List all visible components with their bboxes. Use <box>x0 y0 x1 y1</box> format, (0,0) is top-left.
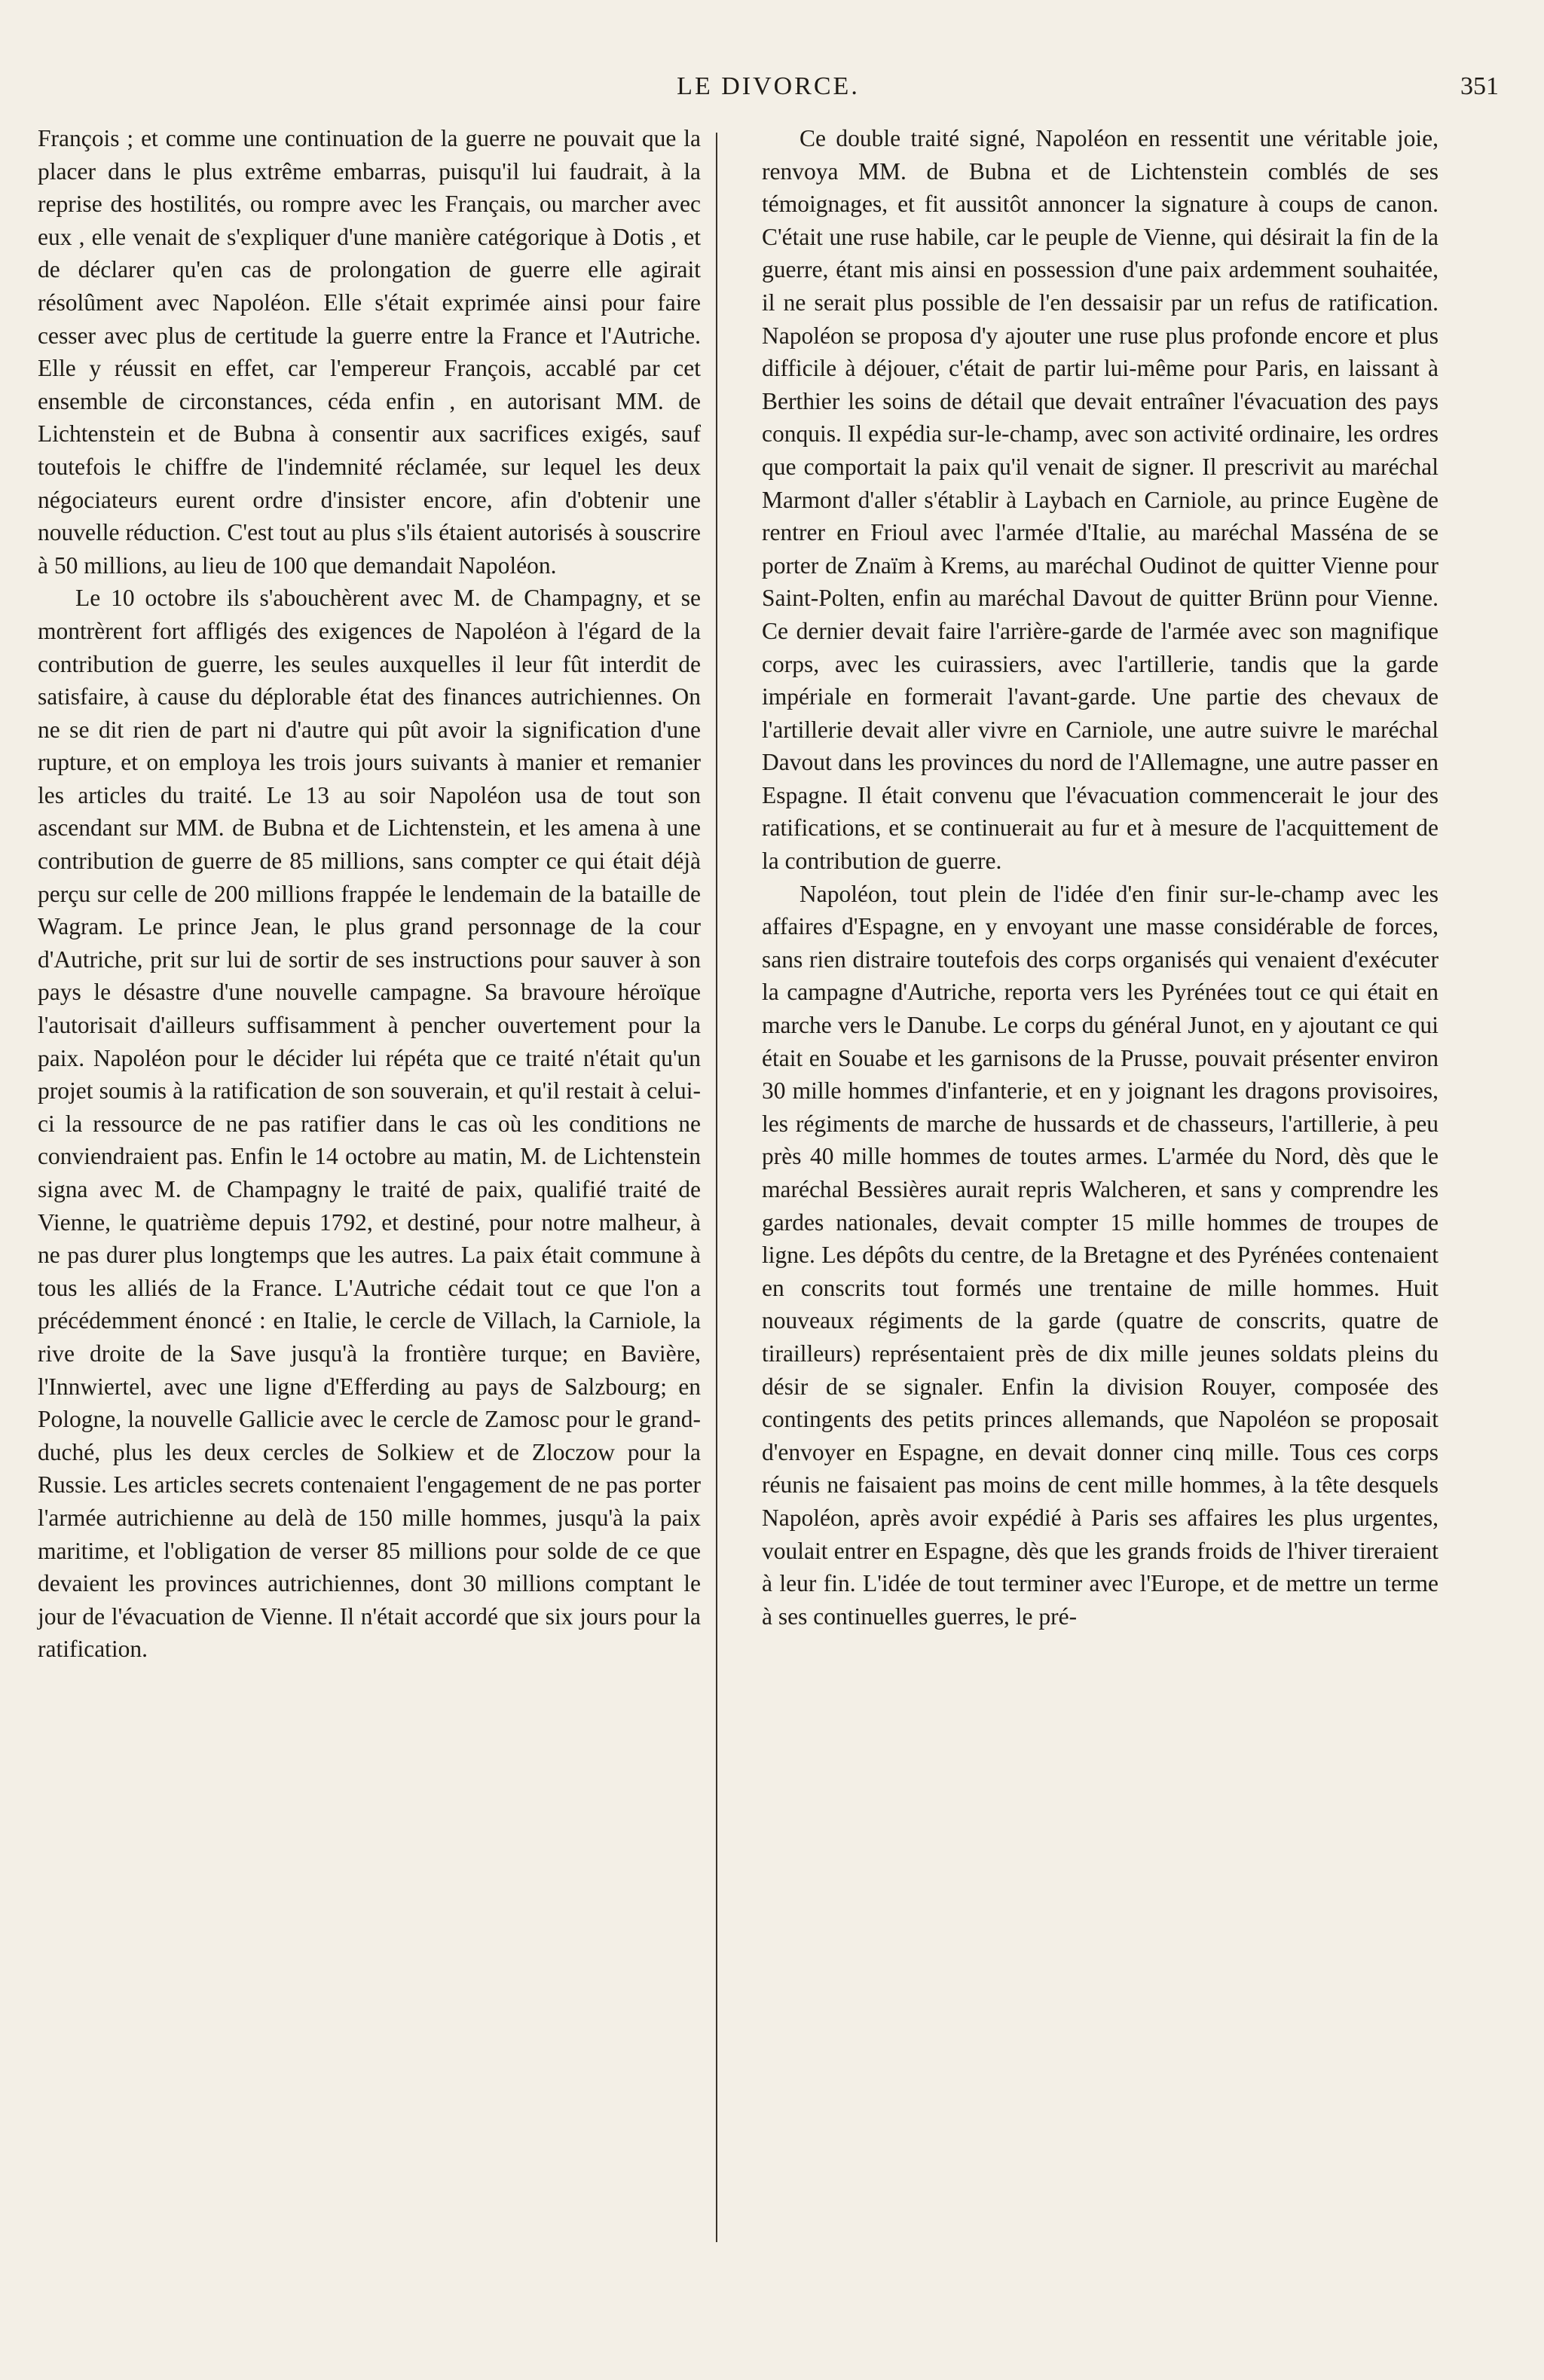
paragraph: Ce double traité signé, Napoléon en ressentit une véritable joie, renvoya MM. de Bubna et de Lichtenstein comblés de ses témoignages, et fit aussitôt annoncer la signature à coups de canon. C'était une ruse habile, car le peuple de Vienne, qui désirait la fin de la guerre, étant mis ainsi en possession d'une paix ardemment souhaitée, il ne serait plus possible de l'en dessaisir par un refus de ratification. Napoléon se proposa d'y ajouter une ruse plus profonde encore et plus difficile à déjouer, c'était de partir lui-même pour Paris, en laissant à Berthier les soins de détail que devait entraîner l'évacuation des pays conquis. Il expédia sur-le-champ, avec son activité ordinaire, les ordres que comportait la paix qu'il venait de signer. Il prescrivit au maréchal Marmont d'aller s'établir à Laybach en Carniole, au prince Eugène de rentrer en Frioul avec l'armée d'Italie, au maréchal Masséna de se porter de Znaïm à Krems, au maréchal Oudinot de quitter Vienne pour Saint-Polten, enfin au maréchal Davout de quitter Brünn pour Vienne. Ce dernier devait faire l'arrière-garde de l'armée avec son magnifique corps, avec les cuirassiers, avec l'artillerie, tandis que la garde impériale en formerait l'avant-garde. Une partie des chevaux de l'artillerie devait aller vivre en Carniole, une autre suivre le maréchal Davout dans les provinces du nord de l'Allemagne, une autre passer en Espagne. Il était convenu que l'évacuation commencerait le jour des ratifications, et se continuerait au fur et à mesure de l'acquittement de la contribution de guerre. <box>762 125 1439 875</box>
right-column <box>762 122 1439 1633</box>
paragraph: Le 10 octobre ils s'abouchèrent avec M. de Champagny, et se montrèrent fort affligés des exigences de Napoléon à l'égard de la contribution de guerre, les seules auxquelles il leur fût interdit de satisfaire, à cause du déplorable état des finances autrichiennes. On ne se dit rien de part ni d'autre qui pût avoir la signification d'une rupture, et on employa les trois jours suivants à manier et remanier les articles du traité. Le 13 au soir Napoléon usa de tout son ascendant sur MM. de Bubna et de Lichtenstein, et les amena à une contribution de guerre de 85 millions, sans compter ce qui était déjà perçu sur celle de 200 millions frappée le lendemain de la bataille de Wagram. Le prince Jean, le plus grand personnage de la cour d'Autriche, prit sur lui de sortir de ses instructions pour sauver à son pays le désastre d'une nouvelle campagne. Sa bravoure héroïque l'autorisait d'ailleurs suffisamment à pencher ouvertement pour la paix. Napoléon pour le décider lui répéta que ce traité n'était qu'un projet soumis à la ratification de son souverain, et qu'il restait à celui-ci la ressource de ne pas ratifier dans le cas où les conditions ne conviendraient pas. Enfin le 14 octobre au matin, M. de Lichtenstein signa avec M. de Champagny le traité de paix, qualifié traité de Vienne, le quatrième depuis 1792, et destiné, pour notre malheur, à ne pas durer plus longtemps que les autres. La paix était commune à tous les alliés de la France. L'Autriche cédait tout ce que l'on a précédemment énoncé : en Italie, le cercle de Villach, la Carniole, la rive droite de la Save jusqu'à la frontière turque; en Bavière, l'Innwiertel, avec une ligne d'Efferding au pays de Salzbourg; en Pologne, la nouvelle Gallicie avec le cercle de Zamosc pour le grand-duché, plus les deux cercles de Solkiew et de Zloczow pour la Russie. Les articles secrets contenaient l'engagement de ne pas porter l'armée autrichienne au delà de 150 mille hommes, jusqu'à la paix maritime, et l'obligation de verser 85 millions pour solde de ce que devaient les provinces autrichiennes, dont 30 millions comptant le jour de l'évacuation de Vienne. Il n'était accordé que six jours pour la ratification. <box>38 585 701 1663</box>
paragraph: François ; et comme une continuation de la guerre ne pouvait que la placer dans le plus extrême embarras, puisqu'il lui faudrait, à la reprise des hostilités, ou rompre avec les Français, ou marcher avec eux , elle venait de s'expliquer d'une manière catégorique à Dotis , et de déclarer qu'en cas de prolongation de guerre elle agirait résolûment avec Napoléon. Elle s'était exprimée ainsi pour faire cesser avec plus de certitude la guerre entre la France et l'Autriche. Elle y réussit en effet, car l'empereur François, accablé par cet ensemble de circonstances, céda enfin , en autorisant MM. de Lichtenstein et de Bubna à consentir aux sacrifices exigés, sauf toutefois le chiffre de l'indemnité réclamée, sur lequel les deux négociateurs eurent ordre d'insister encore, afin d'obtenir une nouvelle réduction. C'est tout au plus s'ils étaient autorisés à souscrire à 50 millions, au lieu de 100 que demandait Napoléon. <box>38 125 701 579</box>
page-number: 351 <box>1460 72 1499 100</box>
paragraph: Napoléon, tout plein de l'idée d'en finir sur-le-champ avec les affaires d'Espagne, en y envoyant une masse considérable de forces, sans rien distraire toutefois des corps organisés qui venaient d'exécuter la campagne d'Autriche, reporta vers les Pyrénées tout ce qui était en marche vers le Danube. Le corps du général Junot, en y ajoutant ce qui était en Souabe et les garnisons de la Prusse, pouvait présenter environ 30 mille hommes d'infanterie, et en y joignant les dragons provisoires, les régiments de marche de hussards et de chasseurs, l'artillerie, à peu près 40 mille hommes de toutes armes. L'armée du Nord, dès que le maréchal Bessières aurait repris Walcheren, et sans y comprendre les gardes nationales, devait compter 15 mille hommes de troupes de ligne. Les dépôts du centre, de la Bretagne et des Pyrénées contenaient en conscrits tout formés une trentaine de mille hommes. Huit nouveaux régiments de la garde (quatre de conscrits, quatre de tirailleurs) représentaient près de dix mille jeunes soldats pleins du désir de se signaler. Enfin la division Rouyer, composée des contingents des petits princes allemands, que Napoléon se proposait d'envoyer en Espagne, en devait donner cinq mille. Tous ces corps réunis ne faisaient pas moins de cent mille hommes, à la tête desquels Napoléon, après avoir expédié à Paris ses affaires les plus urgentes, voulait entrer en Espagne, dès que les grands froids de l'hiver tireraient à leur fin. L'idée de tout terminer avec l'Europe, et de mettre un terme à ses continuelles guerres, le pré- <box>762 880 1439 1630</box>
column-divider <box>716 133 717 2242</box>
page-header <box>38 72 1499 110</box>
running-title: LE DIVORCE. <box>677 72 860 100</box>
left-column <box>38 122 701 1666</box>
